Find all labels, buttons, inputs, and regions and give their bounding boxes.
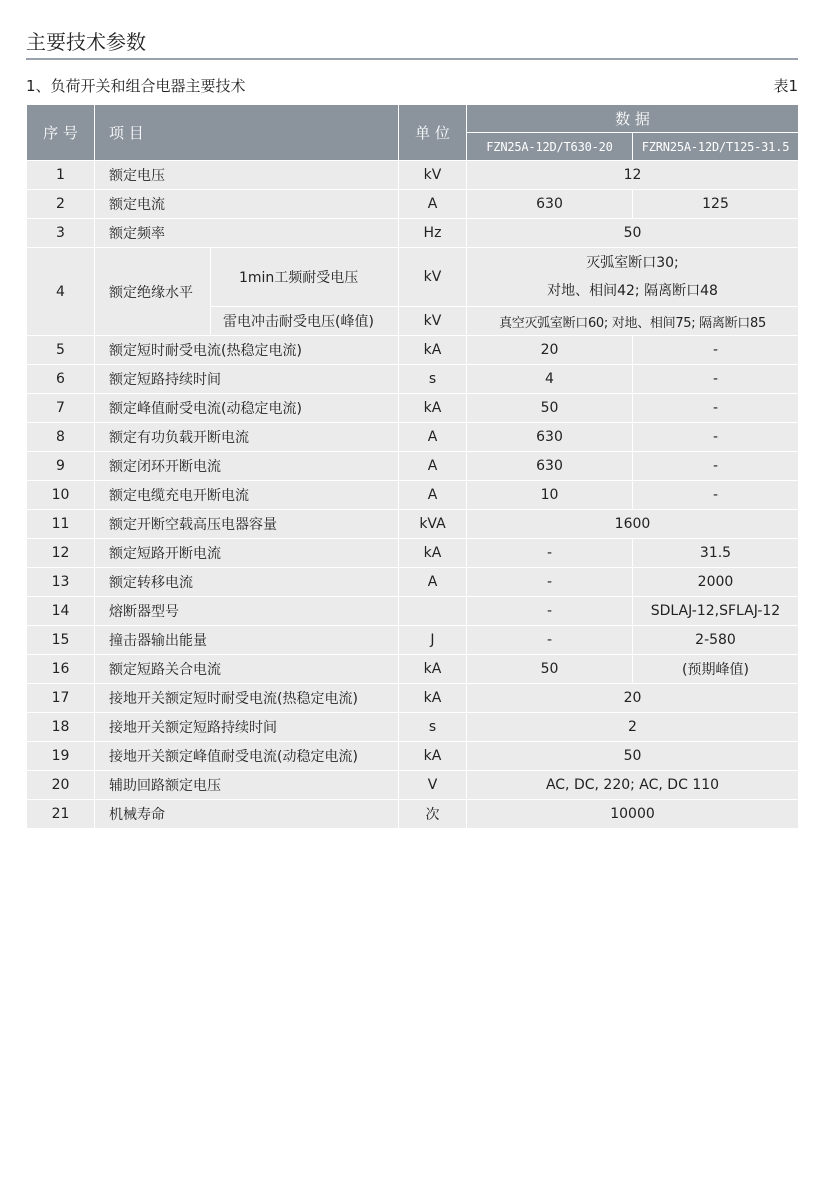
row-item: 额定绝缘水平 [95,248,211,336]
row-value-b: 2-580 [633,626,799,655]
section-title: 1、负荷开关和组合电器主要技术 [26,77,246,95]
row-item: 额定转移电流 [95,568,399,597]
row-no: 2 [27,190,95,219]
row-unit: kA [399,684,467,713]
row-value-a: 10 [467,481,633,510]
row-value-a: - [467,568,633,597]
row-no: 5 [27,336,95,365]
row-item: 额定开断空载高压电器容量 [95,510,399,539]
row-item: 额定电压 [95,161,399,190]
row-unit: kA [399,336,467,365]
row-no: 18 [27,713,95,742]
row-value-a: 20 [467,336,633,365]
row-item: 额定峰值耐受电流(动稳定电流) [95,394,399,423]
insulation-line-1: 灭弧室断口30; [586,255,679,271]
row-unit: kV [399,248,467,307]
row-unit: V [399,771,467,800]
row-unit: A [399,423,467,452]
row-unit: kV [399,161,467,190]
table-row [27,742,799,771]
row-item: 额定闭环开断电流 [95,452,399,481]
row-value-a: 50 [467,655,633,684]
row-no: 20 [27,771,95,800]
spec-table [26,104,799,829]
row-item: 机械寿命 [95,800,399,829]
row-no: 16 [27,655,95,684]
row-value: 50 [467,742,799,771]
row-value [467,248,799,307]
row-unit: A [399,481,467,510]
table-row [27,539,799,568]
row-value: 50 [467,219,799,248]
row-value: AC, DC, 220; AC, DC 110 [467,771,799,800]
table-row [27,655,799,684]
insulation-line-2: 对地、相间42; 隔离断口48 [547,283,718,299]
row-no: 12 [27,539,95,568]
table-row [27,568,799,597]
row-item: 额定短时耐受电流(热稳定电流) [95,336,399,365]
row-no: 4 [27,248,95,336]
row-item: 额定电缆充电开断电流 [95,481,399,510]
row-value-a: 4 [467,365,633,394]
row-value-a: 630 [467,423,633,452]
row-unit: A [399,452,467,481]
row-item: 接地开关额定峰值耐受电流(动稳定电流) [95,742,399,771]
row-value-b: - [633,365,799,394]
header-model-a: FZN25A-12D/T630-20 [467,133,633,161]
row-value-b: - [633,336,799,365]
row-no: 13 [27,568,95,597]
row-no: 11 [27,510,95,539]
header-data: 数 据 [467,105,799,133]
table-row [27,684,799,713]
table-row [27,190,799,219]
title-divider [26,58,798,60]
row-item: 接地开关额定短路持续时间 [95,713,399,742]
row-value: 真空灭弧室断口60; 对地、相间75; 隔离断口85 [467,307,799,336]
row-subitem: 1min工频耐受电压 [211,248,399,307]
row-value-b: - [633,423,799,452]
row-value: 2 [467,713,799,742]
row-unit: kA [399,394,467,423]
row-unit: s [399,365,467,394]
table-row [27,219,799,248]
row-item: 额定短路持续时间 [95,365,399,394]
table-row [27,626,799,655]
row-value-a: 50 [467,394,633,423]
row-no: 9 [27,452,95,481]
table-row [27,452,799,481]
table-row [27,800,799,829]
header-model-b: FZRN25A-12D/T125-31.5 [633,133,799,161]
row-unit: 次 [399,800,467,829]
row-no: 21 [27,800,95,829]
row-no: 15 [27,626,95,655]
row-unit: kA [399,539,467,568]
row-item: 额定频率 [95,219,399,248]
page-title: 主要技术参数 [26,30,146,54]
row-value-b: - [633,452,799,481]
row-value-b: - [633,481,799,510]
row-value-a: - [467,626,633,655]
row-item: 辅助回路额定电压 [95,771,399,800]
row-no: 19 [27,742,95,771]
row-value-b: 125 [633,190,799,219]
table-row [27,248,799,307]
row-value-a: 630 [467,452,633,481]
row-no: 3 [27,219,95,248]
table-row [27,161,799,190]
row-item: 额定短路开断电流 [95,539,399,568]
row-value: 20 [467,684,799,713]
row-no: 7 [27,394,95,423]
row-value: 10000 [467,800,799,829]
table-row [27,365,799,394]
row-item: 撞击器输出能量 [95,626,399,655]
table-row [27,423,799,452]
row-value: 12 [467,161,799,190]
row-no: 1 [27,161,95,190]
row-value-a: - [467,539,633,568]
row-value-b: - [633,394,799,423]
header-no: 序 号 [27,105,95,161]
row-item: 额定有功负载开断电流 [95,423,399,452]
row-unit [399,597,467,626]
row-value-a: 630 [467,190,633,219]
row-item: 额定短路关合电流 [95,655,399,684]
row-value-a: - [467,597,633,626]
table-row [27,336,799,365]
row-subitem: 雷电冲击耐受电压(峰值) [211,307,399,336]
header-unit: 单 位 [399,105,467,161]
row-value-b: 2000 [633,568,799,597]
row-unit: A [399,190,467,219]
row-item: 熔断器型号 [95,597,399,626]
table-row [27,771,799,800]
row-no: 14 [27,597,95,626]
row-no: 17 [27,684,95,713]
table-row [27,510,799,539]
row-unit: J [399,626,467,655]
row-unit: Hz [399,219,467,248]
row-unit: kVA [399,510,467,539]
table-row [27,713,799,742]
table-row [27,394,799,423]
row-no: 8 [27,423,95,452]
row-value-b: (预期峰值) [633,655,799,684]
table-row [27,597,799,626]
header-item: 项 目 [95,105,399,161]
row-no: 10 [27,481,95,510]
row-unit: A [399,568,467,597]
table-row [27,481,799,510]
row-value-b: SDLAJ-12,SFLAJ-12 [633,597,799,626]
row-item: 额定电流 [95,190,399,219]
row-no: 6 [27,365,95,394]
table-label: 表1 [773,77,798,95]
row-unit: kA [399,742,467,771]
row-value-b: 31.5 [633,539,799,568]
row-value: 1600 [467,510,799,539]
row-unit: kV [399,307,467,336]
row-unit: s [399,713,467,742]
row-item: 接地开关额定短时耐受电流(热稳定电流) [95,684,399,713]
row-unit: kA [399,655,467,684]
